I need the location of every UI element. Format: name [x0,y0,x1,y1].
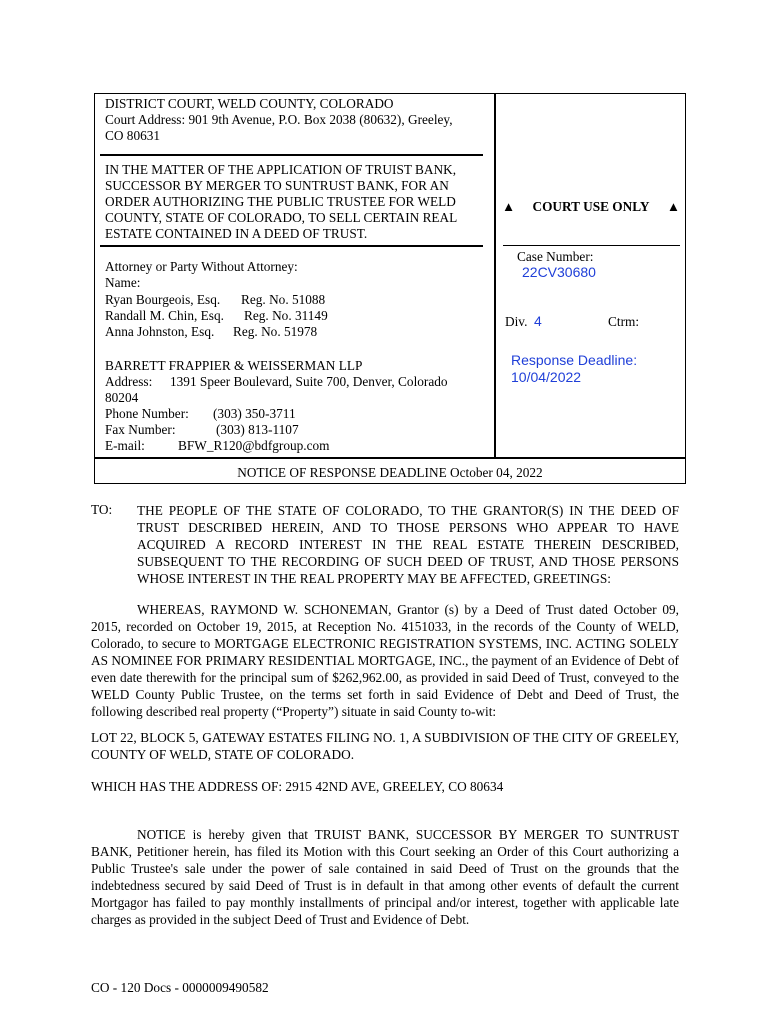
legal-description: LOT 22, BLOCK 5, GATEWAY ESTATES FILING NO. 1, A SUBDIVISION OF THE CITY OF GREELEY, COUNTY OF WELD, STATE OF COLORADO. [91,730,679,762]
lawyer-reg: Reg. No. 51978 [233,324,318,339]
lawyer-reg: Reg. No. 31149 [244,308,328,323]
matter-line2: SUCCESSOR BY MERGER TO SUNTRUST BANK, FOR AN [105,178,449,193]
lawyer-name: Anna Johnston, Esq. [105,324,215,339]
lawyer-reg: Reg. No. 51088 [241,292,326,307]
attorney-label: Attorney or Party Without Attorney: [105,259,298,274]
court-use-only-label [502,199,680,215]
court-address-line2: CO 80631 [105,128,161,143]
court-use-only-text: COURT USE ONLY [532,199,650,214]
case-number-value[interactable]: 22CV30680 [522,264,596,280]
notice-paragraph: NOTICE is hereby given that TRUIST BANK, SUCCESSOR BY MERGER TO SUNTRUST BANK, Petitioner herein, has filed its Motion with this Court seeking an Order of this Court authorizing a Public Trustee's sale under the power of sale contained in said Deed of Trust on the grounds that the indebtedness secured by said Deed of Trust is in default in that among other events of default the current Mortgagor has failed to pay monthly installments of principal and/or interest, together with applicable late charges as provided in the subject Deed of Trust and Evidence of Debt. [91,827,679,927]
footer-doc-id: CO - 120 Docs - 0000009490582 [91,980,269,995]
court-address-line1: Court Address: 901 9th Avenue, P.O. Box 2038 (80632), Greeley, [105,112,453,127]
caption-box [94,93,686,484]
firm-address-zip: 80204 [105,390,139,405]
response-deadline-label: Response Deadline: [511,352,638,368]
firm-address-label: Address: [105,374,153,389]
matter-line1: IN THE MATTER OF THE APPLICATION OF TRUIST BANK, [105,162,457,177]
caption-divider-vertical [494,93,496,457]
whereas-paragraph: WHEREAS, RAYMOND W. SCHONEMAN, Grantor (s) by a Deed of Trust dated October 09, 2015, recorded on October 19, 2015, at Reception No. 4151033, in the records of the County of WELD, Colorado, to secure to MORTGAGE ELECTRONIC REGISTRATION SYSTEMS, INC. ACTING SOLELY AS NOMINEE FOR PRIMARY RESIDENTIAL MORTGAGE, INC., the payment of an Evidence of Debt of even date therewith for the principal sum of $262,962.00, as provided in said Deed of Trust, conveyed to the WELD County Public Trustee, on the terms set forth in said Evidence of Debt and Deed of Trust, the following described real property (“Property”) situate in said County to-wit: [91,602,679,719]
lawyer-name: Ryan Bourgeois, Esq. [105,292,221,307]
caption-divider-right [503,245,680,246]
property-address: WHICH HAS THE ADDRESS OF: 2915 42ND AVE, GREELEY, CO 80634 [91,779,504,794]
response-deadline-value[interactable]: 10/04/2022 [511,369,582,385]
matter-line5: ESTATE CONTAINED IN A DEED OF TRUST. [105,226,368,241]
caption-divider-left-2 [100,245,483,247]
caption-divider-left-1 [100,154,483,156]
to-label: TO: [91,502,113,517]
firm-name: BARRETT FRAPPIER & WEISSERMAN LLP [105,358,363,373]
ctrm-label: Ctrm: [608,314,640,329]
firm-address-value: 1391 Speer Boulevard, Suite 700, Denver, Colorado [170,374,448,389]
div-value[interactable]: 4 [534,313,542,329]
to-paragraph: THE PEOPLE OF THE STATE OF COLORADO, TO THE GRANTOR(S) IN THE DEED OF TRUST DESCRIBED HEREIN, AND TO THOSE PERSONS WHO APPEAR TO HAVE ACQUIRED A RECORD INTEREST IN THE REAL ESTATE THEREIN DESCRIBED, SUBSEQUENT TO THE RECORDING OF SUCH DEED OF TRUST, AND THOSE PERSONS WHOSE INTEREST IN THE REAL PROPERTY MAY BE AFFECTED, GREETINGS: [137,503,679,586]
notice-title: NOTICE OF RESPONSE DEADLINE October 04, 2022 [237,465,543,480]
matter-line3: ORDER AUTHORIZING THE PUBLIC TRUSTEE FOR WELD [105,194,456,209]
phone-label: Phone Number: [105,406,189,421]
fax-label: Fax Number: [105,422,176,437]
attorney-name-label: Name: [105,275,141,290]
email-label: E-mail: [105,438,145,453]
phone-value: (303) 350-3711 [213,406,296,421]
lawyer-name: Randall M. Chin, Esq. [105,308,224,323]
case-number-label: Case Number: [517,249,594,264]
div-label: Div. [505,314,528,329]
email-value: BFW_R120@bdfgroup.com [178,438,330,453]
court-name: DISTRICT COURT, WELD COUNTY, COLORADO [105,96,394,111]
up-arrow-icon: ▲ [502,199,516,214]
up-arrow-icon: ▲ [666,199,680,214]
caption-divider-bottom [94,457,686,459]
matter-line4: COUNTY, STATE OF COLORADO, TO SELL CERTAIN REAL [105,210,458,225]
fax-value: (303) 813-1107 [216,422,299,437]
